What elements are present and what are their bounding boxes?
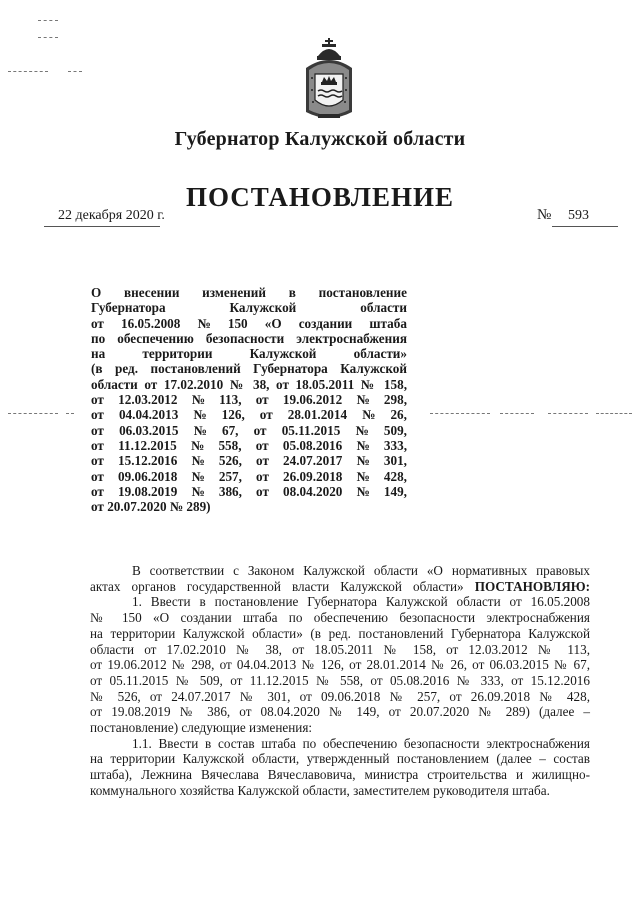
subject-word: 26.09.2018 — [283, 468, 343, 484]
item-1-line: постановление) следующие изменения: — [90, 720, 313, 736]
subject-word: области — [360, 300, 407, 316]
subject-word: от — [91, 453, 104, 469]
item-1-line: на территории Калужской области» (в ред. постановлений Губернатора Калужской — [90, 625, 590, 641]
subject-word: создании — [298, 315, 353, 331]
subject-line — [91, 346, 407, 361]
subject-word: 08.04.2020 — [283, 483, 343, 499]
subject-word: № — [191, 392, 205, 408]
item-1-line: 1. Ввести в постановление Губернатора Калужской области от 16.05.2008 — [132, 594, 590, 610]
scan-mark — [548, 413, 588, 414]
document-subject — [91, 285, 407, 514]
subject-word: № — [356, 392, 370, 408]
number-underline — [552, 226, 618, 227]
subject-line: по обеспечению безопасности электроснабжения — [91, 330, 407, 346]
subject-word: 19.06.2012 — [282, 392, 343, 408]
preamble-line: В соответствии с Законом Калужской области «О нормативных правовых — [132, 563, 590, 578]
subject-word: от — [91, 315, 104, 331]
subject-word: 19.08.2019 — [118, 483, 178, 499]
subject-word: № — [190, 437, 205, 453]
item-1-1-line: штаба), Лежнина Вячеслава Вячеславовича, министра строительства и жилищно- — [90, 767, 590, 783]
subject-word: 333, — [383, 437, 407, 453]
subject-word: 06.03.2015 — [119, 422, 179, 438]
preamble-line — [90, 579, 590, 595]
subject-word: от — [253, 422, 267, 438]
scan-mark — [500, 413, 534, 414]
subject-word: № — [193, 422, 207, 438]
subject-word: № — [355, 422, 369, 438]
subject-line — [91, 300, 407, 315]
preamble-text: актах органов государственной власти Калужской области» — [90, 578, 464, 594]
item-1-line: от 05.11.2015 № 509, от 11.12.2015 № 558, от 05.08.2016 № 333, от 15.12.2016 — [90, 672, 590, 688]
subject-word: 509, — [383, 422, 407, 438]
subject-line — [91, 438, 407, 453]
subject-word: 11.12.2015 — [118, 437, 177, 453]
subject-word: 257, — [218, 468, 242, 484]
subject-line — [91, 469, 407, 484]
subject-word: 298, — [383, 392, 407, 408]
subject-word: № — [197, 315, 211, 331]
scan-mark — [66, 413, 74, 414]
item-1-1-line: коммунального хозяйства Калужской области, заместителем руководителя штаба. — [90, 782, 550, 798]
subject-word: № — [356, 483, 370, 499]
subject-word: 67, — [221, 422, 239, 438]
item-1-1-line: на территории Калужской области, утвержденный постановлением (далее – состав — [90, 751, 590, 767]
document-body — [90, 563, 590, 799]
subject-word: «О — [264, 315, 282, 331]
document-date: 22 декабря 2020 г. — [58, 208, 165, 223]
subject-word: от — [91, 468, 104, 484]
coat-of-arms-emblem — [298, 38, 360, 122]
subject-word: Губернатора — [91, 300, 166, 316]
item-1-line: № 526, от 24.07.2017 № 301, от 09.06.2018 № 257, от 26.09.2018 № 428, — [90, 688, 590, 704]
subject-word: № — [356, 453, 370, 469]
subject-word: 16.05.2008 — [121, 315, 181, 331]
subject-word: области» — [353, 346, 407, 362]
subject-word: № — [193, 407, 207, 423]
subject-line: от 20.07.2020 № 289) — [91, 499, 211, 515]
subject-word: № — [191, 453, 205, 469]
subject-word: № — [362, 407, 376, 423]
subject-word: от — [91, 422, 104, 438]
issuing-authority-heading: Губернатор Калужской области — [174, 128, 466, 150]
subject-word: от — [256, 483, 269, 499]
subject-word: в — [288, 285, 296, 300]
scan-mark — [38, 20, 58, 21]
subject-word: 05.08.2016 — [282, 437, 343, 453]
subject-line — [91, 316, 407, 331]
subject-line: области от 17.02.2010 № 38, от 18.05.2011 № 158, — [91, 376, 407, 392]
subject-word: от — [259, 407, 273, 423]
subject-word: от — [256, 453, 269, 469]
scan-mark — [8, 71, 48, 72]
item-1-line: от 19.08.2019 № 386, от 08.04.2020 № 149, от 20.07.2020 № 289) (далее – — [90, 704, 590, 720]
subject-line — [91, 407, 407, 422]
subject-word: территории — [142, 346, 213, 362]
subject-word: 15.12.2016 — [118, 453, 178, 469]
subject-word: 150 — [227, 315, 248, 331]
subject-word: № — [356, 437, 370, 453]
subject-word: 428, — [383, 468, 407, 484]
subject-word: штаба — [369, 315, 407, 331]
subject-word: от — [91, 392, 104, 408]
subject-word: 28.01.2014 — [287, 407, 348, 423]
subject-word: 558, — [218, 437, 242, 453]
subject-line: (в ред. постановлений Губернатора Калужской — [91, 361, 407, 377]
subject-word: 24.07.2017 — [283, 453, 343, 469]
document-number-label: № — [537, 207, 552, 223]
item-1-line: области от 17.02.2010 № 38, от 18.05.2011 № 158, от 12.03.2012 № 113, — [90, 641, 590, 657]
subject-word: от — [256, 468, 269, 484]
subject-word: постановление — [318, 285, 407, 300]
subject-word: от — [255, 437, 269, 453]
subject-word: 26, — [390, 407, 407, 423]
document-type-title: ПОСТАНОВЛЕНИЕ — [185, 182, 455, 212]
scan-mark — [8, 413, 58, 414]
scan-mark — [68, 71, 82, 72]
subject-word: 301, — [383, 453, 407, 469]
scan-mark — [430, 413, 490, 414]
subject-line — [91, 484, 407, 499]
subject-word: от — [255, 392, 269, 408]
subject-word: Калужской — [249, 346, 317, 362]
item-1-1-line: 1.1. Ввести в состав штаба по обеспечению безопасности электроснабжения — [132, 735, 590, 751]
subject-word: внесении — [124, 285, 180, 300]
subject-line — [91, 285, 407, 300]
subject-word: № — [191, 483, 205, 499]
scan-mark — [38, 37, 58, 38]
subject-word: 09.06.2018 — [118, 468, 178, 484]
subject-word: № — [191, 468, 205, 484]
subject-word: 526, — [218, 453, 242, 469]
subject-line — [91, 453, 407, 468]
subject-word: 126, — [221, 407, 245, 423]
subject-word: 04.04.2013 — [118, 407, 179, 423]
subject-word: 113, — [219, 392, 242, 408]
item-1-line: № 150 «О создании штаба по обеспечению безопасности электроснабжения — [90, 610, 590, 626]
document-number: 593 — [568, 208, 589, 223]
subject-word: изменений — [202, 285, 266, 300]
subject-word: на — [91, 346, 106, 362]
subject-word: от — [91, 483, 104, 499]
subject-word: 149, — [383, 483, 407, 499]
subject-line — [91, 423, 407, 438]
subject-word: 386, — [218, 483, 242, 499]
date-underline — [44, 226, 160, 227]
item-1-line: от 19.06.2012 № 298, от 04.04.2013 № 126, от 28.01.2014 № 26, от 06.03.2015 № 67, — [90, 657, 590, 673]
subject-word: 12.03.2012 — [118, 392, 178, 408]
subject-word: Калужской — [229, 300, 297, 316]
subject-word: от — [91, 407, 104, 423]
subject-word: № — [356, 468, 370, 484]
resolve-keyword: ПОСТАНОВЛЯЮ: — [474, 578, 590, 594]
subject-word: 05.11.2015 — [281, 422, 341, 438]
subject-word: от — [91, 437, 104, 453]
scan-mark — [596, 413, 632, 414]
subject-word: О — [91, 285, 102, 300]
subject-line — [91, 392, 407, 407]
